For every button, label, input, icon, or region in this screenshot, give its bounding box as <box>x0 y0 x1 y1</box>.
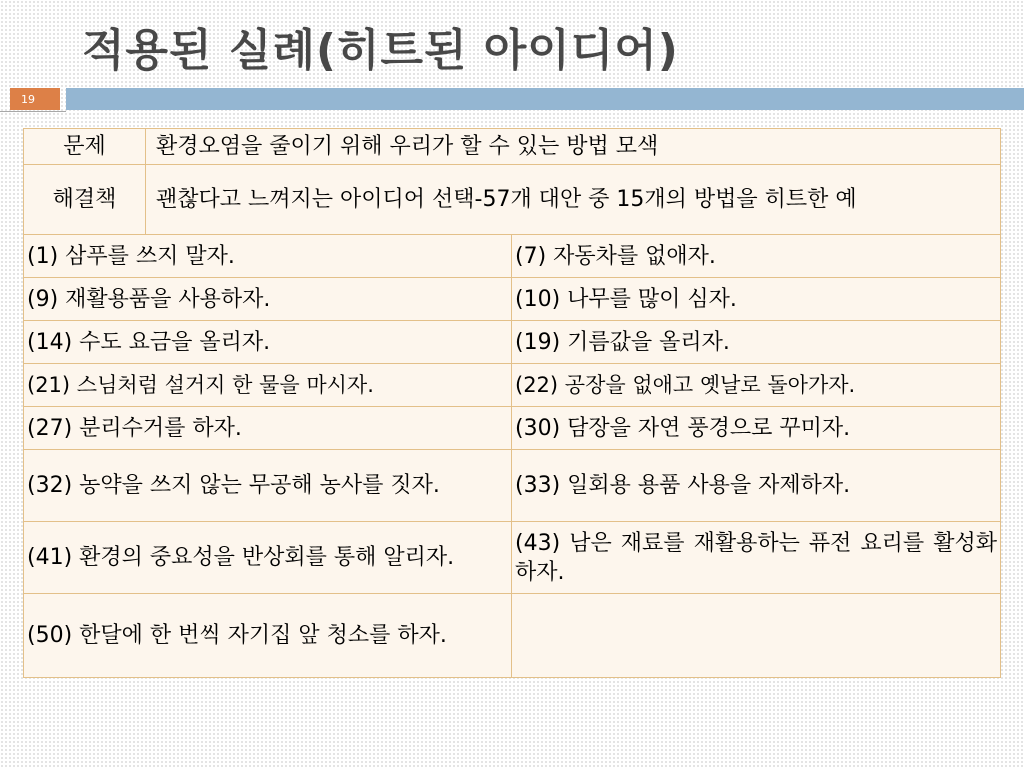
table-row <box>24 235 1001 278</box>
idea-cell: (22) 공장을 없애고 옛날로 돌아가자. <box>512 364 1001 407</box>
idea-cell: (41) 환경의 중요성을 반상회를 통해 알리자. <box>24 522 512 594</box>
table-row <box>24 321 1001 364</box>
idea-cell: (27) 분리수거를 하자. <box>24 407 512 450</box>
header-accent-bar <box>66 88 1024 110</box>
header-divider-line <box>0 111 66 112</box>
table-row <box>24 407 1001 450</box>
table-row <box>24 522 1001 594</box>
problem-label: 문제 <box>24 129 146 165</box>
table-row <box>24 450 1001 522</box>
idea-cell: (7) 자동차를 없애자. <box>512 235 1001 278</box>
ideas-table <box>23 128 1001 678</box>
slide-number: 19 <box>21 92 35 106</box>
problem-text: 환경오염을 줄이기 위해 우리가 할 수 있는 방법 모색 <box>146 129 1001 165</box>
idea-cell: (14) 수도 요금을 올리자. <box>24 321 512 364</box>
table-row <box>24 364 1001 407</box>
table-row <box>24 278 1001 321</box>
idea-cell: (1) 삼푸를 쓰지 말자. <box>24 235 512 278</box>
solution-text: 괜찮다고 느껴지는 아이디어 선택-57개 대안 중 15개의 방법을 히트한 예 <box>146 165 1001 235</box>
problem-row <box>24 129 1001 165</box>
slide-number-badge <box>10 88 60 110</box>
solution-label: 해결책 <box>24 165 146 235</box>
idea-cell: (19) 기름값을 올리자. <box>512 321 1001 364</box>
idea-cell: (9) 재활용품을 사용하자. <box>24 278 512 321</box>
slide-title: 적용된 실례(히트된 아이디어) <box>82 25 679 76</box>
idea-cell: (10) 나무를 많이 심자. <box>512 278 1001 321</box>
idea-cell: (21) 스님처럼 설거지 한 물을 마시자. <box>24 364 512 407</box>
idea-cell: (43) 남은 재료를 재활용하는 퓨전 요리를 활성화 하자. <box>512 522 1001 594</box>
empty-cell <box>512 594 1001 678</box>
idea-cell: (50) 한달에 한 번씩 자기집 앞 청소를 하자. <box>24 594 512 678</box>
idea-cell: (30) 담장을 자연 풍경으로 꾸미자. <box>512 407 1001 450</box>
idea-cell: (32) 농약을 쓰지 않는 무공해 농사를 짓자. <box>24 450 512 522</box>
table-row <box>24 594 1001 678</box>
idea-cell: (33) 일회용 용품 사용을 자제하자. <box>512 450 1001 522</box>
solution-row <box>24 165 1001 235</box>
